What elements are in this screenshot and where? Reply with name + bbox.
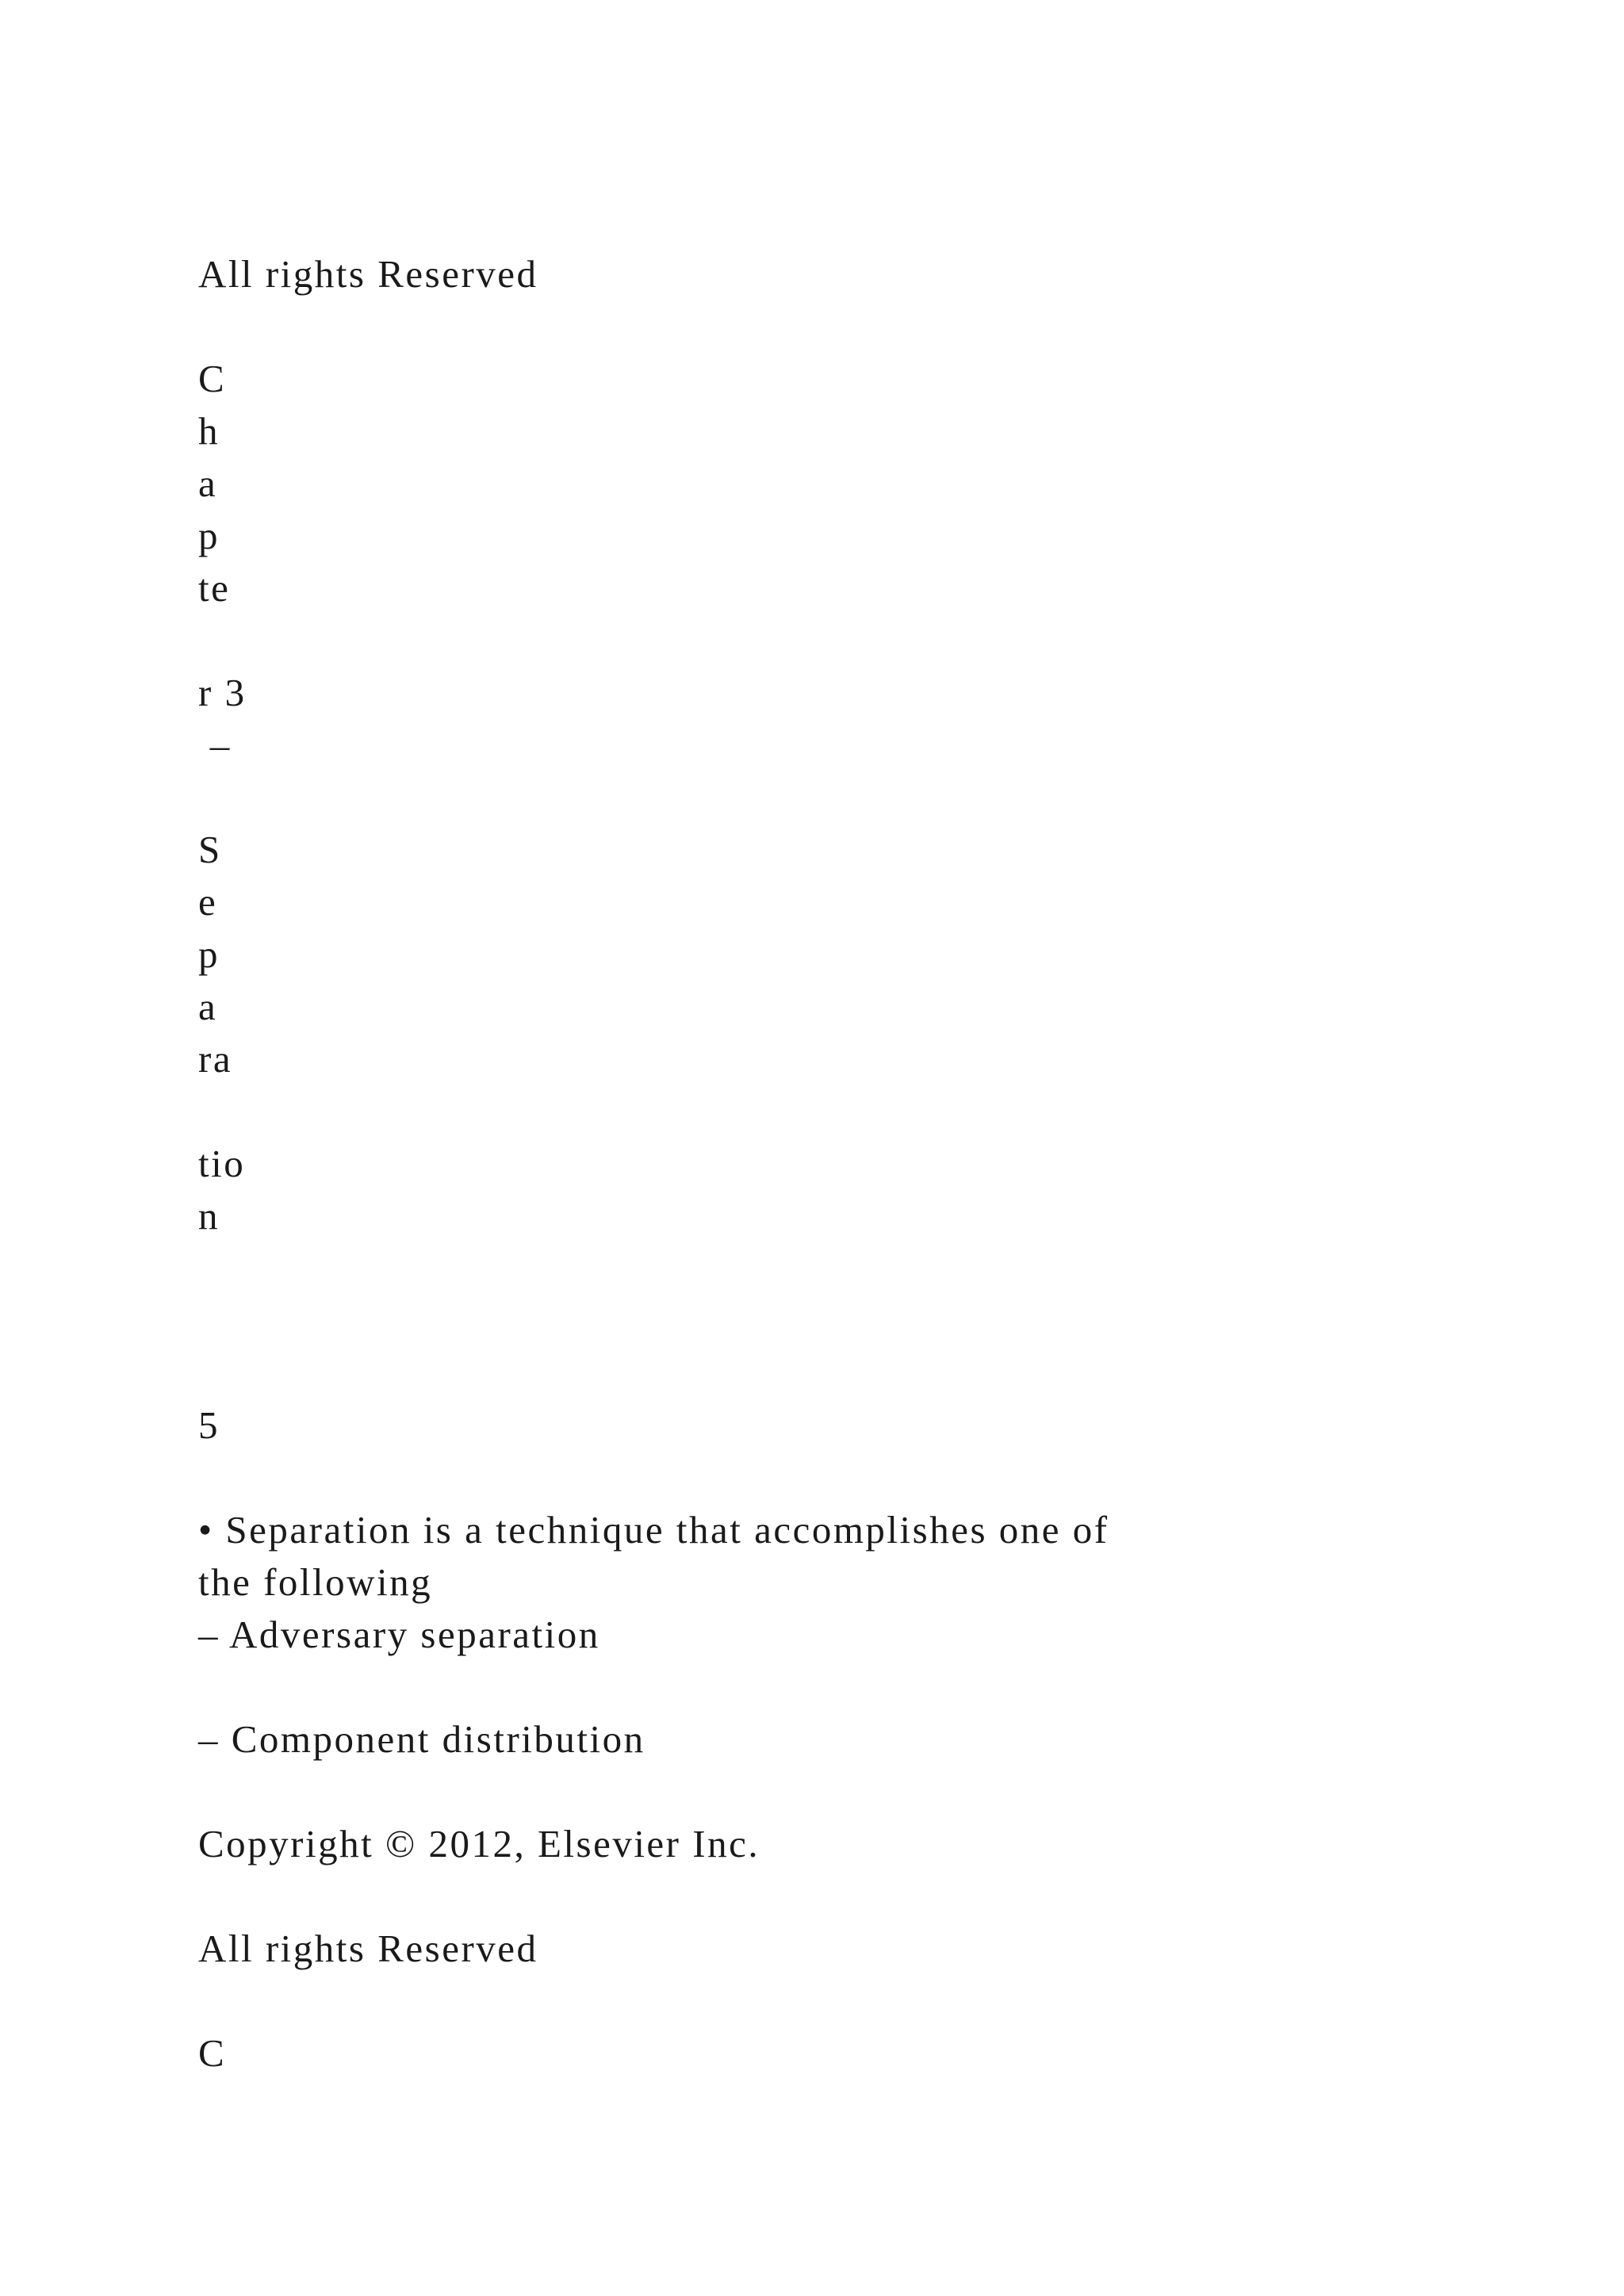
sub-bullet: – Adversary separation bbox=[198, 1613, 600, 1656]
chapter-fragment: te bbox=[198, 566, 231, 610]
slide-number: 5 bbox=[198, 1403, 220, 1447]
chapter-fragment: ra bbox=[198, 1037, 233, 1081]
bullet-text: • Separation is a technique that accomplishes one of bbox=[198, 1508, 1109, 1552]
copyright-line: Copyright © 2012, Elsevier Inc. bbox=[198, 1822, 760, 1866]
chapter-fragment: tio bbox=[198, 1142, 246, 1185]
chapter-fragment: C bbox=[198, 357, 227, 400]
rights-line: All rights Reserved bbox=[198, 252, 538, 296]
chapter-fragment: – bbox=[198, 723, 232, 767]
rights-line: All rights Reserved bbox=[198, 1927, 538, 1970]
sub-bullet: – Component distribution bbox=[198, 1717, 645, 1761]
chapter-fragment: p bbox=[198, 932, 220, 976]
chapter-fragment: a bbox=[198, 985, 218, 1028]
chapter-fragment: p bbox=[198, 514, 220, 557]
chapter-fragment: S bbox=[198, 828, 222, 871]
chapter-fragment: h bbox=[198, 409, 220, 453]
chapter-fragment: C bbox=[198, 2031, 227, 2075]
bullet-text: the following bbox=[198, 1560, 433, 1604]
chapter-fragment: e bbox=[198, 880, 218, 924]
chapter-fragment: r 3 bbox=[198, 671, 247, 714]
chapter-fragment: a bbox=[198, 461, 218, 505]
chapter-fragment: n bbox=[198, 1194, 220, 1238]
